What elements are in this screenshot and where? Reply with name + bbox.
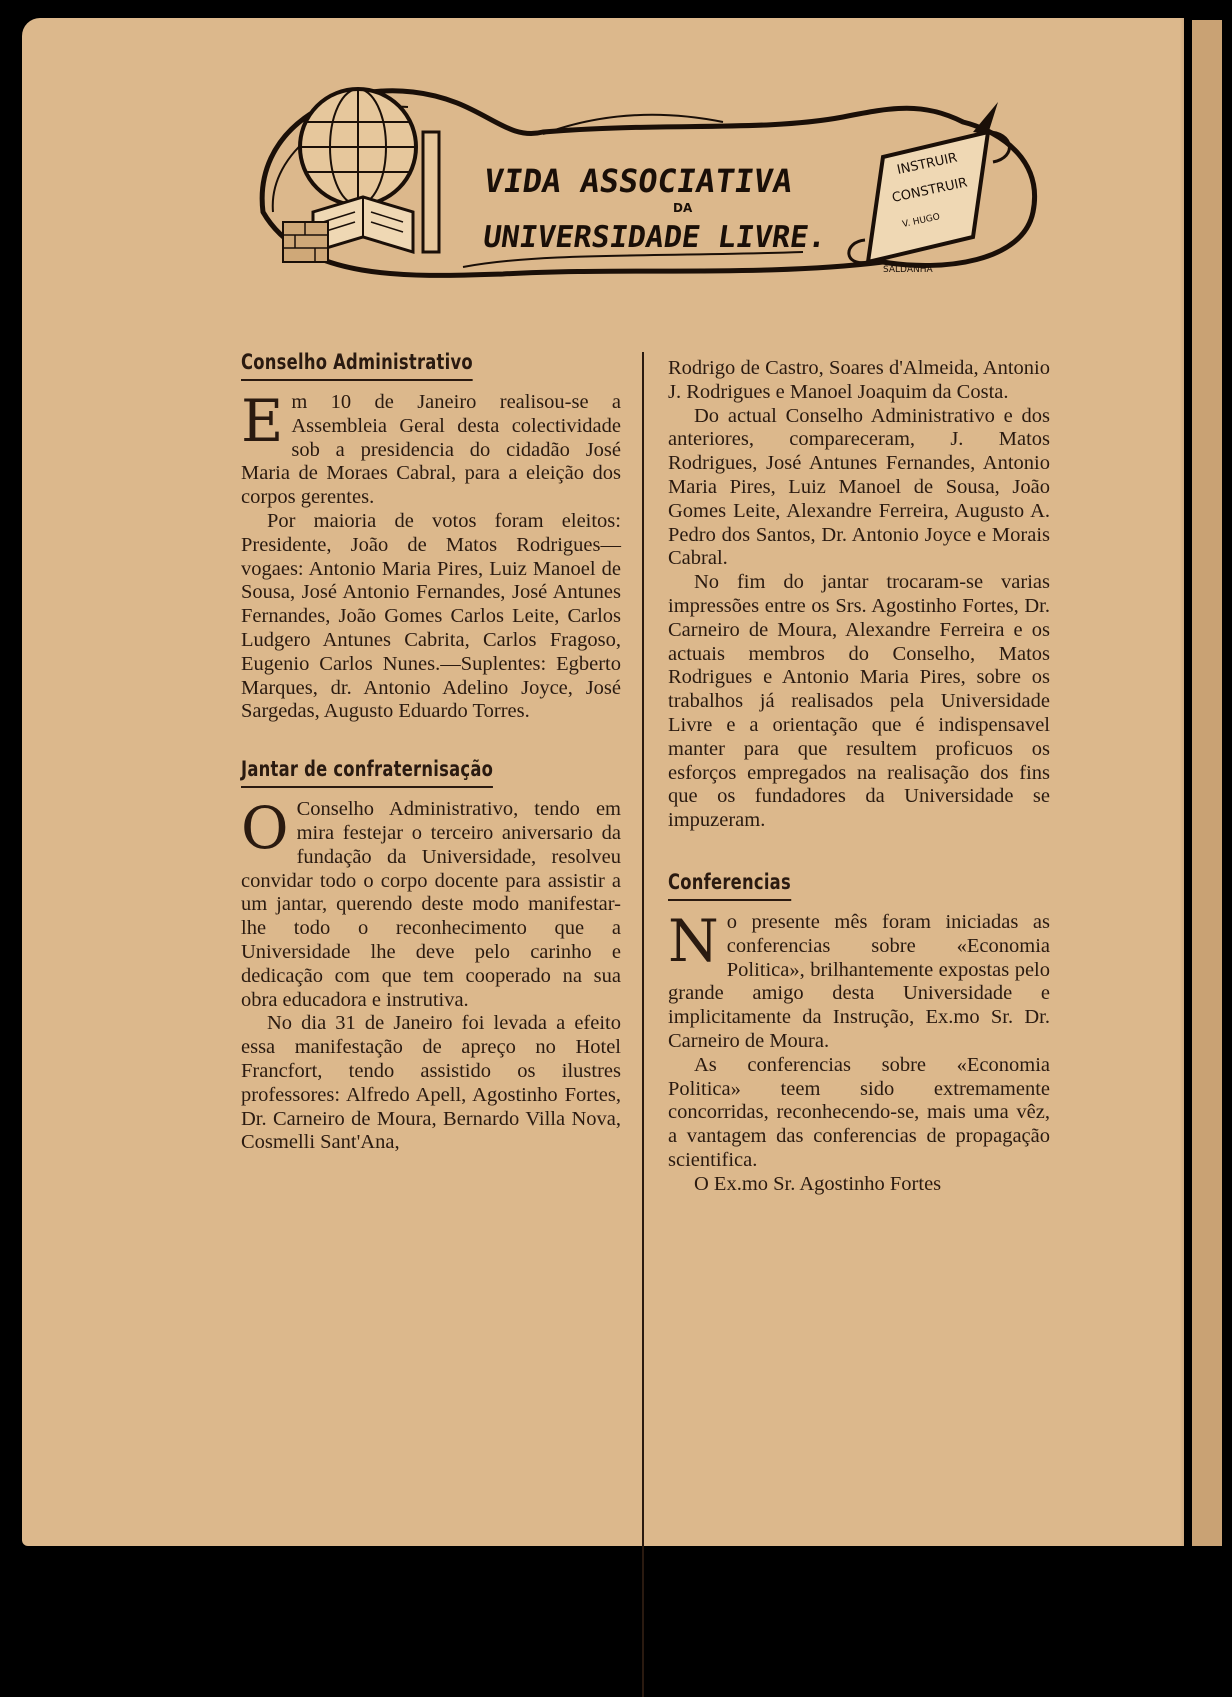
conferencias-paragraph-1: No presente mês foram iniciadas as conferencias sobre «Economia Politica», brilhantemente expostas pelo grande amigo desta Universidade e implicitamente da Instrução, Ex.mo Sr. Dr. Carneiro de Moura. xyxy=(668,906,1050,1052)
jantar-paragraph-3: Do actual Conselho Administrativo e dos anteriores, compareceram, J. Matos Rodrigues, José Antunes Fernandes, Antonio Maria Pires, Luiz Manoel de Sousa, João Gomes Leite, Alexandre Ferreira, Augusto A. Pedro dos Santos, Dr. Antonio Joyce e Morais Cabral. xyxy=(668,404,1050,570)
next-page-edge xyxy=(1192,20,1222,1546)
left-column xyxy=(241,345,621,1155)
jantar-paragraph-2-continued: Rodrigo de Castro, Soares d'Almeida, Antonio J. Rodrigues e Manoel Joaquim da Costa. xyxy=(668,357,1050,403)
globe-icon xyxy=(300,89,416,205)
conferencias-paragraph-2: As conferencias sobre «Economia Politica» teem sido extremamente concorridas, reconhecendo-se, mais uma vêz, a vantagem das conferencias de propagação scientifica. xyxy=(668,1053,1050,1171)
conselho-paragraph-1: Em 10 de Janeiro realisou-se a Assembleia Geral desta colectividade sob a presidencia do cidadão José Maria de Moraes Cabral, para a eleição dos corpos gerentes. xyxy=(241,387,621,509)
banner-signature: SALDANHA xyxy=(883,265,933,275)
heading-conselho: Conselho Administrativo xyxy=(241,351,473,381)
jantar-paragraph-2: No dia 31 de Janeiro foi levada a efeito essa manifestação de apreço no Hotel Francfort, tendo assistido os ilustres professores: Alfredo Apell, Agostinho Fortes, Dr. Carneiro de Moura, Bernardo Villa Nova, Cosmelli Sant'Ana, xyxy=(241,1012,621,1154)
scroll-text-line1: INSTRUIR xyxy=(895,150,959,178)
dropcap-n: N xyxy=(668,906,719,975)
column-icon xyxy=(423,132,439,252)
header-banner-illustration xyxy=(243,62,1043,292)
brick-wall-icon xyxy=(283,222,328,262)
conselho-paragraph-2: Por maioria de votos foram eleitos: Presidente, João de Matos Rodrigues—vogaes: Antonio Maria Pires, Luiz Manoel de Sousa, José Antonio Fernandes, José Antunes Fernandes, João Gomes Carlos Leite, Carlos Ludgero Antunes Cabrita, Carlos Fragoso, Eugenio Carlos Nunes.—Suplentes: Egberto Marques, dr. Antonio Adelino Joyce, José Sargedas, Augusto Eduardo Torres. xyxy=(241,509,621,723)
scroll-text-line3: V. HUGO xyxy=(901,212,941,230)
jantar-paragraph-1: O Conselho Administrativo, tendo em mira festejar o terceiro aniversario da fundação da Universidade, resolveu convidar todo o corpo docente para assistir a um jantar, querendo deste modo manifestar-lhe todo o reconhecimento que a Universidade lhe deve pelo carinho e dedicação com que tem cooperado na sua obra educadora e instrutiva. xyxy=(241,794,621,1011)
heading-jantar: Jantar de confraternisação xyxy=(241,758,493,788)
dropcap-e: E xyxy=(241,387,284,455)
dropcap-o: O xyxy=(241,794,289,863)
jantar-paragraph-4: No fim do jantar trocaram-se varias impressões entre os Srs. Agostinho Fortes, Dr. Carneiro de Moura, Alexandre Ferreira e os actuais membros do Conselho, Matos Rodrigues e Antonio Maria Pires, sobre os trabalhos já realisados pela Universidade Livre e a orientação que é indispensavel manter para que resultem proficuos os esforços empregados na realisação dos fins que os fundadores da Universidade se impuzeram. xyxy=(668,571,1050,832)
conferencias-paragraph-3: O Ex.mo Sr. Agostinho Fortes xyxy=(694,1172,942,1195)
banner-title-line1: VIDA ASSOCIATIVA xyxy=(481,162,796,200)
right-column xyxy=(668,357,1050,1197)
quill-icon xyxy=(973,102,998,134)
heading-conferencias: Conferencias xyxy=(668,871,791,901)
scroll-text-line2: CONSTRUIR xyxy=(890,175,969,206)
column-divider xyxy=(642,352,644,1697)
banner-title-line3: UNIVERSIDADE LIVRE. xyxy=(480,220,829,255)
banner-title-line2: DA xyxy=(673,201,693,215)
